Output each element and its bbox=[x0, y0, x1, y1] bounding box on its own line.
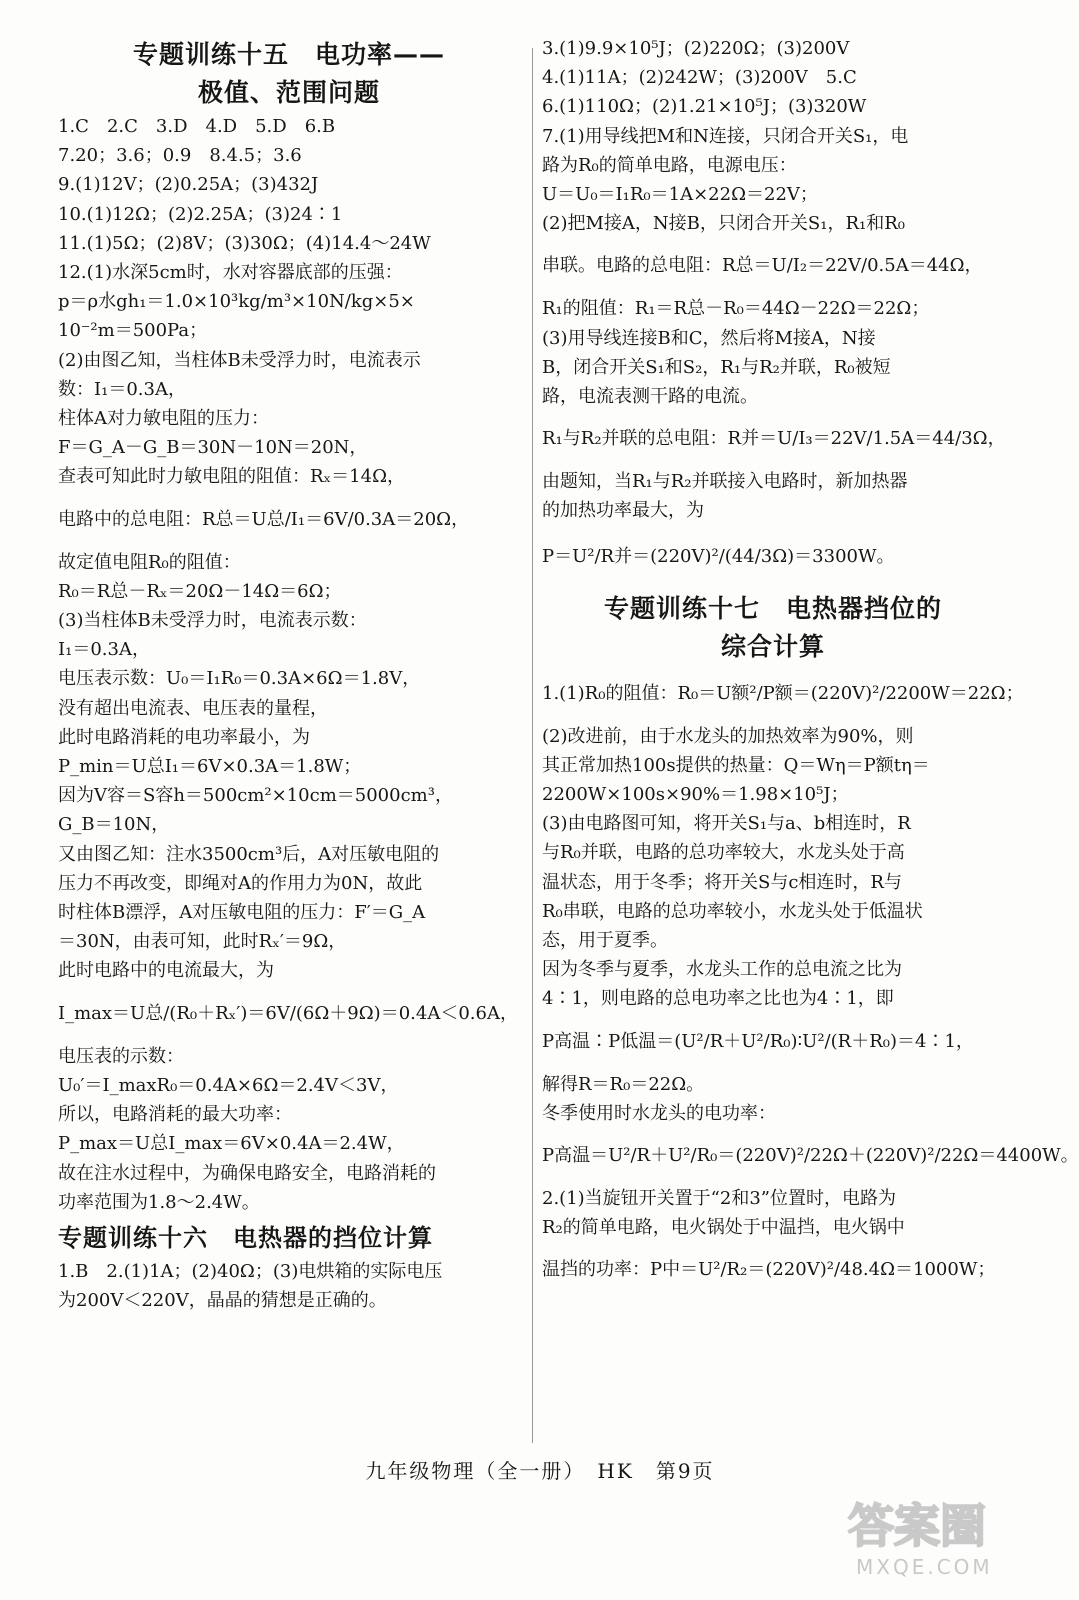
text-line: 10⁻²m＝500Pa； bbox=[58, 320, 208, 342]
r0-resistance-line: 1.(1)R₀的阻值：R₀＝U额²/P额＝(220V)²/2200W＝22Ω； bbox=[542, 682, 1024, 704]
text-line: 解得R＝R₀＝22Ω。 bbox=[542, 1073, 705, 1095]
section-17-title-line2: 综合计算 bbox=[720, 631, 825, 661]
text-line: p＝ρ水gh₁＝1.0×10³kg/m³×10N/kg×5× bbox=[58, 291, 415, 313]
text-line: 因为V容＝S容h＝500cm²×10cm＝5000cm³， bbox=[58, 785, 453, 807]
right-lines-c bbox=[542, 467, 1004, 525]
text-line: 10.(1)12Ω；(2)2.25A；(3)24∶1 bbox=[58, 203, 343, 225]
section-15-title-line1: 专题训练十五 电功率—— bbox=[132, 40, 445, 69]
left-lines-b bbox=[58, 548, 520, 986]
watermark-url: MXQE.COM bbox=[856, 1555, 993, 1579]
text-line: 7.(1)用导线把M和N连接，只闭合开关S₁，电 bbox=[542, 125, 909, 147]
text-line: R₁的阻值：R₁＝R总－R₀＝44Ω－22Ω＝22Ω； bbox=[542, 298, 930, 320]
left-lines-a bbox=[58, 112, 520, 492]
text-line: R₀＝R总－Rₓ＝20Ω－14Ω＝6Ω； bbox=[58, 580, 342, 602]
text-line: 3.(1)9.9×10⁵J；(2)220Ω；(3)200V bbox=[542, 38, 850, 59]
text-line: (3)当柱体B未受浮力时，电流表示数： bbox=[58, 610, 367, 632]
text-line: U₀′＝I_maxR₀＝0.4A×6Ω＝2.4V＜3V， bbox=[58, 1074, 399, 1096]
right-lines-e bbox=[542, 1070, 1004, 1128]
text-line: 9.(1)12V；(2)0.25A；(3)432J bbox=[58, 174, 319, 196]
text-line: 11.(1)5Ω；(2)8V；(3)30Ω；(4)14.4～24W bbox=[58, 232, 431, 254]
text-line: 冬季使用时水龙头的电功率： bbox=[542, 1102, 776, 1124]
text-line: 路，电流表测干路的电流。 bbox=[542, 386, 758, 408]
text-line: 2200W×100s×90%＝1.98×10⁵J； bbox=[542, 784, 849, 806]
watermark-text: 答案圈 bbox=[848, 1499, 986, 1553]
medium-power-line: 温挡的功率：P中＝U²/R₂＝(220V)²/48.4Ω＝1000W； bbox=[542, 1259, 996, 1281]
winter-power-line: P高温＝U²/R＋U²/R₀＝(220V)²/22Ω＋(220V)²/22Ω＝4400W。 bbox=[542, 1145, 1079, 1167]
section-17-title-line1: 专题训练十七 电热器挡位的 bbox=[603, 593, 942, 623]
left-lines-d bbox=[58, 1257, 520, 1315]
text-line: 因为冬季与夏季，水龙头工作的总电流之比为 bbox=[542, 959, 902, 981]
text-line: P_max＝U总I_max＝6V×0.4A＝2.4W， bbox=[58, 1133, 405, 1155]
text-line: B，闭合开关S₁和S₂，R₁与R₂并联，R₀被短 bbox=[542, 356, 891, 378]
text-line: 时柱体B漂浮，A对压敏电阻的压力：F′＝G_A bbox=[58, 902, 426, 924]
text-line: 电压表示数：U₀＝I₁R₀＝0.3A×6Ω＝1.8V， bbox=[58, 668, 421, 690]
text-line: 6.(1)110Ω；(2)1.21×10⁵J；(3)320W bbox=[542, 96, 867, 118]
text-line: 电压表的示数： bbox=[58, 1045, 184, 1067]
text-line: 查表可知此时力敏电阻的阻值：Rₓ＝14Ω， bbox=[58, 466, 406, 488]
text-line: R₂的简单电路，电火锅处于中温挡，电火锅中 bbox=[542, 1217, 905, 1239]
text-line: 柱体A对力敏电阻的压力： bbox=[58, 408, 269, 430]
text-line: 故在注水过程中，为确保电路安全，电路消耗的 bbox=[58, 1162, 436, 1184]
section-16-title: 专题训练十六 电热器的挡位计算 bbox=[58, 1223, 433, 1252]
text-line: 1.B 2.(1)1A；(2)40Ω；(3)电烘箱的实际电压 bbox=[58, 1260, 443, 1282]
text-line: 所以，电路消耗的最大功率： bbox=[58, 1104, 292, 1126]
text-line: 路为R₀的简单电路，电源电压： bbox=[542, 154, 797, 176]
right-lines-a bbox=[542, 34, 1004, 238]
series-resistance-line: 串联。电路的总电阻：R总＝U/I₂＝22V/0.5A＝44Ω， bbox=[542, 255, 983, 277]
right-lines-f bbox=[542, 1184, 1004, 1242]
max-power-line: P＝U²/R并＝(220V)²/(44/3Ω)＝3300W。 bbox=[542, 545, 895, 567]
text-line: ＝30N，由表可知，此时Rₓ′＝9Ω， bbox=[58, 931, 347, 953]
right-lines-d bbox=[542, 722, 1004, 1014]
text-line: 的加热功率最大，为 bbox=[542, 500, 704, 522]
text-line: (3)由电路图可知，将开关S₁与a、b相连时，R bbox=[542, 813, 911, 835]
text-line: 由题知，当R₁与R₂并联接入电路时，新加热器 bbox=[542, 471, 908, 493]
text-line: 7.20；3.6；0.9 8.4.5；3.6 bbox=[58, 145, 302, 167]
text-line: P_min＝U总I₁＝6V×0.3A＝1.8W； bbox=[58, 756, 362, 778]
text-line: (3)用导线连接B和C，然后将M接A，N接 bbox=[542, 327, 876, 349]
text-line: R₀串联，电路的总功率较小，水龙头处于低温状 bbox=[542, 900, 923, 922]
text-line: 没有超出电流表、电压表的量程， bbox=[58, 697, 328, 719]
text-line: 又由图乙知：注水3500cm³后，A对压敏电阻的 bbox=[58, 843, 440, 865]
text-line: (2)改进前，由于水龙头的加热效率为90%，则 bbox=[542, 725, 914, 747]
max-current-line: I_max＝U总/(R₀＋Rₓ′)＝6V/(6Ω＋9Ω)＝0.4A＜0.6A， bbox=[58, 1002, 518, 1024]
text-line: F＝G_A－G_B＝30N－10N＝20N， bbox=[58, 437, 368, 459]
text-line: 此时电路消耗的电功率最小，为 bbox=[58, 726, 310, 748]
right-lines-b bbox=[542, 294, 1004, 411]
total-resistance-line: 电路中的总电阻：R总＝U总/I₁＝6V/0.3A＝20Ω， bbox=[58, 508, 470, 530]
text-line: 4.(1)11A；(2)242W；(3)200V 5.C bbox=[542, 67, 857, 89]
text-line: 温状态，用于冬季；将开关S与c相连时，R与 bbox=[542, 871, 902, 893]
column-divider bbox=[532, 48, 533, 1443]
watermark-logo bbox=[842, 1494, 1012, 1582]
text-line: 压力不再改变，即绳对A的作用力为0N，故此 bbox=[58, 872, 423, 894]
text-line: 故定值电阻R₀的阻值： bbox=[58, 551, 241, 573]
text-line: U＝U₀＝I₁R₀＝1A×22Ω＝22V； bbox=[542, 184, 818, 206]
text-line: 12.(1)水深5cm时，水对容器底部的压强： bbox=[58, 262, 403, 284]
text-line: I₁＝0.3A， bbox=[58, 639, 150, 661]
right-column bbox=[542, 34, 1079, 1298]
text-line: 1.C 2.C 3.D 4.D 5.D 6.B bbox=[58, 116, 336, 137]
text-line: 功率范围为1.8～2.4W。 bbox=[58, 1191, 260, 1213]
left-lines-c bbox=[58, 1042, 520, 1217]
text-line: 此时电路中的电流最大，为 bbox=[58, 960, 274, 982]
power-ratio-line: P高温∶P低温＝(U²/R＋U²/R₀)∶U²/(R＋R₀)＝4∶1， bbox=[542, 1030, 974, 1052]
section-15-title-line2: 极值、范围问题 bbox=[197, 78, 380, 107]
text-line: (2)由图乙知，当柱体B未受浮力时，电流表示 bbox=[58, 349, 421, 371]
left-column bbox=[58, 34, 520, 1315]
text-line: 其正常加热100s提供的热量：Q＝Wη＝P额tη＝ bbox=[542, 754, 930, 776]
text-line: 与R₀并联，电路的总功率较大，水龙头处于高 bbox=[542, 842, 905, 864]
text-line: G_B＝10N， bbox=[58, 814, 170, 836]
text-line: 数：I₁＝0.3A， bbox=[58, 378, 186, 400]
text-line: 2.(1)当旋钮开关置于“2和3”位置时，电路为 bbox=[542, 1188, 896, 1210]
page-footer: 九年级物理（全一册） HK 第9页 bbox=[365, 1459, 715, 1483]
text-line: (2)把M接A，N接B，只闭合开关S₁，R₁和R₀ bbox=[542, 213, 905, 235]
text-line: 态，用于夏季。 bbox=[542, 930, 668, 952]
text-line: 4∶1，则电路的总电功率之比也为4∶1，即 bbox=[542, 988, 894, 1010]
parallel-resistance-line: R₁与R₂并联的总电阻：R并＝U/I₃＝22V/1.5A＝44/3Ω， bbox=[542, 428, 1006, 450]
text-line: 为200V＜220V，晶晶的猜想是正确的。 bbox=[58, 1290, 387, 1312]
